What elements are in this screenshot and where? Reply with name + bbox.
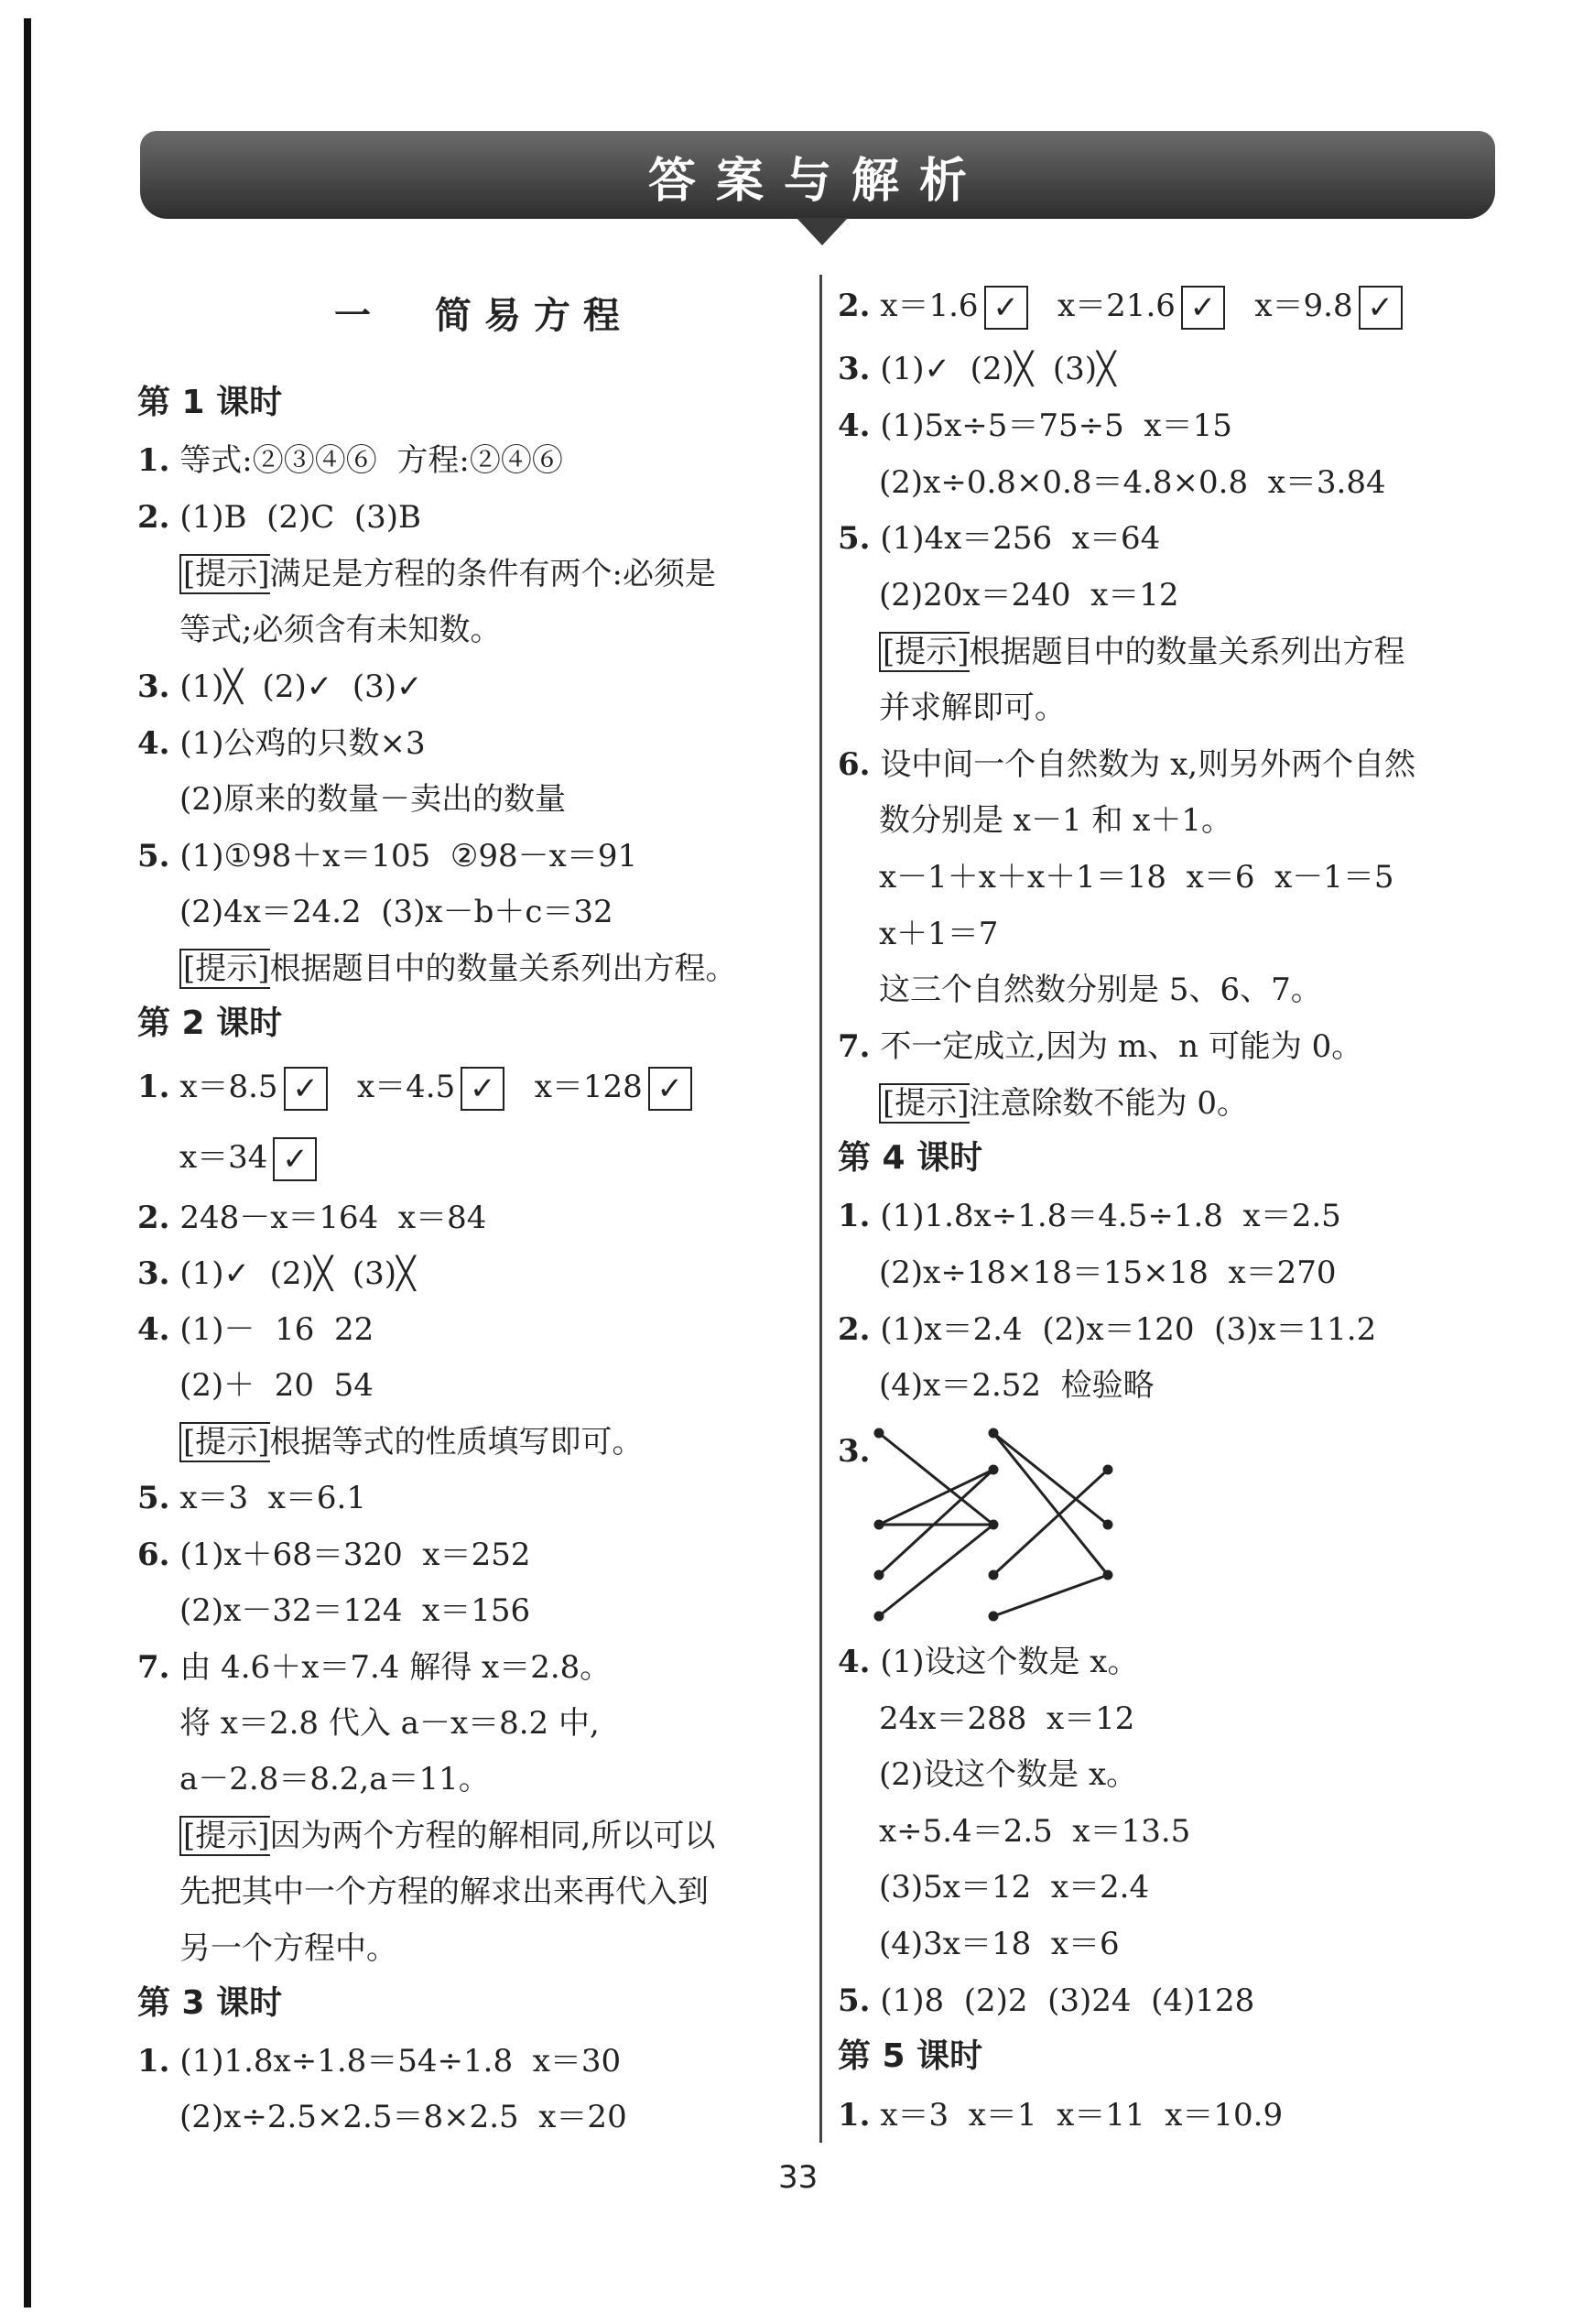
section-lesson-2: 第 2 课时 [137, 1005, 283, 1042]
header-notch [797, 218, 848, 245]
hint-1-2-cont: 等式;必须含有未知数。 [179, 612, 502, 648]
answer-4-1: 1. (1)1.8x÷1.8＝4.5÷1.8 x＝2.5 [838, 1198, 1341, 1234]
answer-3-4b: (2)x÷0.8×0.8＝4.8×0.8 x＝3.84 [879, 464, 1386, 501]
check-box: ✓ [648, 1067, 692, 1111]
answer-4-4b: 24x＝288 x＝12 [879, 1700, 1135, 1737]
answer-1-4: 4. (1)公鸡的只数×3 [137, 725, 426, 762]
hint-3-7: [提示]注意除数不能为 0。 [879, 1085, 1248, 1122]
answer-2-1: 1. x＝8.5 ✓ x＝4.5 ✓ x＝128 ✓ [137, 1067, 692, 1111]
answer-1-1: 1. 等式:②③④⑥ 方程:②④⑥ [137, 442, 563, 479]
answer-3-5b: (2)20x＝240 x＝12 [879, 577, 1179, 614]
chapter-title: 一 简易方程 [334, 295, 633, 337]
hint-1-5: [提示]根据题目中的数量关系列出方程。 [179, 950, 737, 987]
page-header [140, 131, 1495, 219]
check-box: ✓ [461, 1067, 504, 1111]
header-title: 答案与解析 [647, 154, 987, 209]
answer-4-4d: x÷5.4＝2.5 x＝13.5 [879, 1813, 1191, 1850]
answer-4-3: 3. [838, 1433, 871, 1470]
answer-2-2: 2. 248－x＝164 x＝84 [137, 1200, 487, 1236]
hint-3-5: [提示]根据题目中的数量关系列出方程 [879, 634, 1405, 670]
check-box: ✓ [1359, 286, 1403, 330]
answer-2-3: 3. (1)✓ (2)╳ (3)╳ [137, 1255, 416, 1292]
answer-2-4b: (2)＋ 20 54 [179, 1367, 374, 1404]
hint-2-7-cont2: 另一个方程中。 [179, 1930, 397, 1967]
matching-diagram [870, 1424, 1126, 1625]
answer-5-1: 1. x＝3 x＝1 x＝11 x＝10.9 [838, 2097, 1284, 2134]
answer-3-6e: 这三个自然数分别是 5、6、7。 [879, 972, 1322, 1008]
check-box: ✓ [1181, 286, 1225, 330]
hint-2-4: [提示]根据等式的性质填写即可。 [179, 1424, 644, 1461]
answer-1-4b: (2)原来的数量－卖出的数量 [179, 781, 567, 818]
answer-3-2: 2. x＝1.6 ✓ x＝21.6 ✓ x＝9.8 ✓ [838, 286, 1403, 330]
hint-3-5-cont: 并求解即可。 [879, 690, 1066, 726]
answer-1-5b: (2)4x＝24.2 (3)x－b＋c＝32 [179, 894, 613, 930]
answer-4-4: 4. (1)设这个数是 x。 [838, 1644, 1139, 1680]
answer-2-7b: 将 x＝2.8 代入 a－x＝8.2 中, [179, 1705, 600, 1742]
answer-3-5: 5. (1)4x＝256 x＝64 [838, 520, 1161, 557]
section-lesson-3: 第 3 课时 [137, 1984, 283, 2022]
answer-1-3: 3. (1)╳ (2)✓ (3)✓ [137, 668, 423, 705]
answer-4-4e: (3)5x＝12 x＝2.4 [879, 1869, 1150, 1906]
section-lesson-1: 第 1 课时 [137, 384, 283, 421]
answer-3-6d: x＋1＝7 [879, 916, 999, 952]
hint-1-2: [提示]满足是方程的条件有两个:必须是 [179, 556, 716, 592]
answer-3-7: 7. 不一定成立,因为 m、n 可能为 0。 [838, 1028, 1363, 1065]
column-divider [819, 275, 822, 2143]
check-box: ✓ [984, 286, 1028, 330]
page-number: 33 [778, 2159, 819, 2196]
answer-4-1b: (2)x÷18×18＝15×18 x＝270 [879, 1254, 1337, 1291]
answer-3-1: 1. (1)1.8x÷1.8＝54÷1.8 x＝30 [137, 2043, 622, 2080]
answer-4-2: 2. (1)x＝2.4 (2)x＝120 (3)x＝11.2 [838, 1311, 1377, 1348]
section-lesson-5: 第 5 课时 [838, 2037, 983, 2075]
section-lesson-4: 第 4 课时 [838, 1139, 983, 1177]
answer-4-4c: (2)设这个数是 x。 [879, 1756, 1138, 1793]
answer-2-4: 4. (1)－ 16 22 [137, 1311, 374, 1348]
answer-2-6: 6. (1)x＋68＝320 x＝252 [137, 1537, 531, 1573]
answer-4-4f: (4)3x＝18 x＝6 [879, 1926, 1120, 1962]
answer-2-7c: a－2.8＝8.2,a＝11。 [179, 1761, 490, 1797]
check-box: ✓ [273, 1137, 317, 1181]
answer-3-6: 6. 设中间一个自然数为 x,则另外两个自然 [838, 746, 1416, 783]
answer-2-6b: (2)x－32＝124 x＝156 [179, 1592, 531, 1629]
hint-2-7: [提示]因为两个方程的解相同,所以可以 [179, 1818, 715, 1854]
answer-2-1b: x＝34 ✓ [179, 1137, 317, 1181]
answer-3-4: 4. (1)5x÷5＝75÷5 x＝15 [838, 407, 1232, 444]
answer-2-7: 7. 由 4.6＋x＝7.4 解得 x＝2.8。 [137, 1649, 612, 1686]
answer-1-5: 5. (1)①98＋x＝105 ②98－x＝91 [137, 838, 638, 874]
hint-2-7-cont: 先把其中一个方程的解求出来再代入到 [179, 1873, 709, 1910]
answer-1-2: 2. (1)B (2)C (3)B [137, 499, 422, 536]
answer-4-5: 5. (1)8 (2)2 (3)24 (4)128 [838, 1982, 1255, 2019]
answer-3-6c: x－1＋x＋x＋1＝18 x＝6 x－1＝5 [879, 859, 1394, 896]
answer-3-3: 3. (1)✓ (2)╳ (3)╳ [838, 351, 1116, 387]
check-box: ✓ [284, 1067, 328, 1111]
answer-3-6b: 数分别是 x－1 和 x＋1。 [879, 802, 1233, 839]
answer-4-2b: (4)x＝2.52 检验略 [879, 1367, 1155, 1404]
binding-spine [24, 18, 31, 2308]
answer-2-5: 5. x＝3 x＝6.1 [137, 1480, 366, 1516]
answer-3-1b: (2)x÷2.5×2.5＝8×2.5 x＝20 [179, 2099, 627, 2135]
